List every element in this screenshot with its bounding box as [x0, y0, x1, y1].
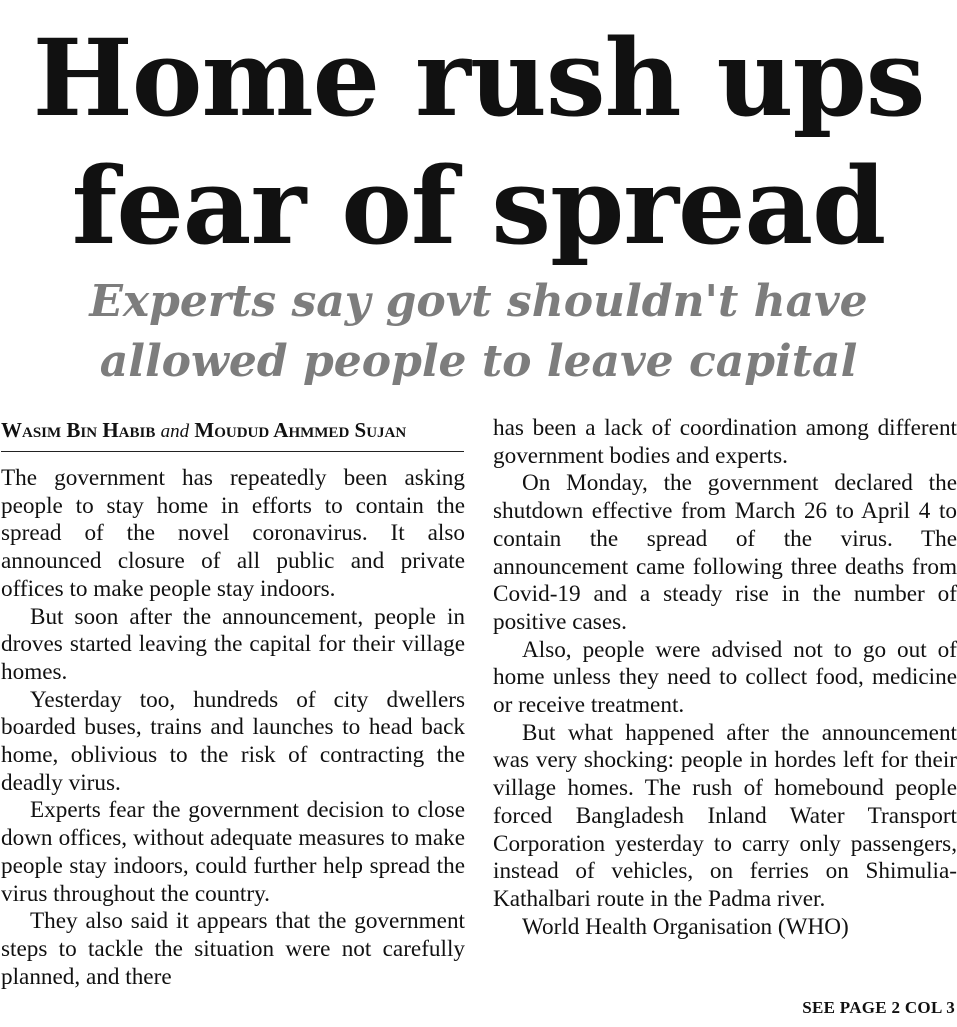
byline-author-1: Wasim Bin Habib — [1, 418, 156, 442]
continued-on-page-note: SEE PAGE 2 COL 3 — [802, 998, 955, 1017]
paragraph: The government has repeatedly been asking people to stay home in efforts to contain the spread of the novel coronavirus. It also announced closure of all public and private offices to make people stay indoors. — [1, 465, 465, 602]
article-column-1 — [1, 465, 465, 991]
headline — [0, 14, 957, 270]
paragraph: But soon after the announcement, people in droves started leaving the capital for their village homes. — [1, 603, 465, 685]
paragraph: But what happened after the announcement was very shocking: people in hordes left for their village homes. The rush of homebound people forced Bangladesh Inland Water Transport Corporation yesterday to carry only passengers, instead of vehicles, on ferries on Shimulia-Kathalbari route in the Padma river. — [493, 719, 957, 912]
paragraph: World Health Organisation (WHO) — [522, 913, 849, 940]
article-column-2 — [493, 415, 957, 941]
paragraph: Experts fear the government decision to close down offices, without adequate measures to make people stay indoors, could further help spread the virus throughout the country. — [1, 797, 465, 907]
paragraph: Yesterday too, hundreds of city dwellers boarded buses, trains and launches to head back home, oblivious to the risk of contracting the deadly virus. — [1, 686, 465, 796]
headline-line-1: Home rush ups — [32, 15, 925, 140]
subheadline — [0, 272, 957, 392]
byline — [1, 417, 464, 452]
byline-author-2: Moudud Ahmmed Sujan — [194, 418, 407, 442]
subheadline-line-2: allowed people to leave capital — [99, 336, 858, 387]
byline-conjunction: and — [160, 421, 190, 442]
paragraph: They also said it appears that the government steps to tackle the situation were not carefully planned, and there — [1, 908, 465, 990]
paragraph: Also, people were advised not to go out of home unless they need to collect food, medicine or receive treatment. — [493, 636, 957, 719]
subheadline-line-1: Experts say govt shouldn't have — [89, 276, 868, 327]
headline-line-2: fear of spread — [71, 143, 886, 268]
paragraph: On Monday, the government declared the shutdown effective from March 26 to April 4 to contain the spread of the virus. The announcement came following three deaths from Covid-19 and a steady rise in the number of positive cases. — [493, 470, 957, 635]
paragraph: has been a lack of coordination among different government bodies and experts. — [493, 415, 957, 469]
